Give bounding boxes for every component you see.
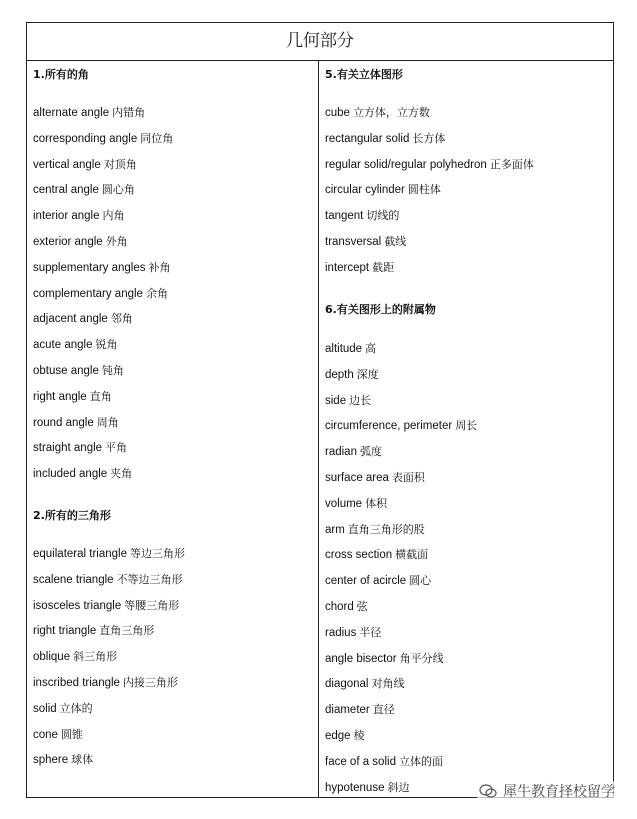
term-row	[325, 781, 409, 795]
term-english: right angle	[33, 390, 87, 403]
term-english: circumference, perimeter	[325, 420, 453, 433]
term-english: complementary angle	[33, 287, 143, 300]
vocabulary-table	[26, 22, 614, 798]
term-row	[325, 471, 425, 485]
term-chinese: 角平分线	[399, 651, 444, 665]
term-english: cone	[33, 728, 58, 741]
term-chinese: 锐角	[95, 338, 118, 352]
term-chinese: 斜边	[387, 780, 410, 794]
term-english: radius	[325, 626, 357, 639]
term-english: regular solid/regular polyhedron	[325, 158, 487, 171]
term-chinese: 对顶角	[103, 157, 137, 171]
term-chinese: 球体	[71, 753, 94, 767]
term-row	[325, 626, 381, 640]
term-row	[33, 624, 154, 638]
term-english: altitude	[325, 343, 363, 355]
term-row	[325, 419, 477, 433]
term-row	[33, 573, 183, 587]
term-chinese: 直角三角形的股	[347, 522, 425, 536]
term-chinese: 体积	[365, 496, 388, 510]
term-row	[33, 235, 128, 249]
term-english: radian	[325, 446, 357, 459]
term-row	[33, 547, 185, 561]
term-chinese: 立体的	[59, 701, 93, 715]
term-chinese: 余角	[145, 286, 168, 300]
term-row	[325, 106, 430, 120]
term-chinese: 斜三角形	[73, 650, 118, 664]
term-english: right triangle	[33, 625, 97, 638]
term-english: center of acircle	[325, 575, 407, 588]
term-row	[325, 652, 444, 666]
term-chinese: 棱	[353, 729, 365, 742]
term-row	[33, 702, 93, 716]
term-english: circular cylinder	[325, 184, 405, 197]
term-chinese: 圆锥	[60, 727, 83, 741]
term-chinese: 半径	[359, 625, 382, 639]
page-title: 几何部分	[27, 23, 613, 61]
term-english: cube	[325, 107, 350, 119]
term-english: edge	[325, 730, 351, 742]
term-row	[33, 753, 93, 767]
term-row	[325, 548, 428, 562]
term-row	[33, 728, 83, 742]
term-chinese: 钝角	[101, 364, 124, 377]
term-chinese: 长方体	[412, 131, 446, 145]
term-row	[325, 132, 445, 146]
section-heading: 2.所有的三角形	[33, 509, 111, 522]
term-english: volume	[325, 497, 363, 510]
term-chinese: 直角	[89, 389, 112, 403]
watermark	[477, 781, 617, 801]
term-chinese: 边长	[349, 393, 372, 407]
term-english: oblique	[33, 651, 71, 664]
term-row	[325, 235, 406, 249]
term-chinese: 圆柱体	[407, 183, 441, 197]
term-english: round angle	[33, 416, 94, 429]
term-row	[33, 209, 124, 223]
left-column	[27, 61, 319, 797]
term-chinese: 补角	[148, 260, 171, 274]
term-chinese: 直径	[372, 703, 395, 717]
term-english: intercept	[325, 261, 370, 274]
term-row	[33, 261, 171, 275]
term-row	[325, 158, 534, 172]
term-chinese: 圆心角	[101, 183, 135, 197]
term-row	[33, 467, 132, 481]
term-english: supplementary angles	[33, 261, 146, 274]
section-heading: 5.有关立体图形	[325, 68, 403, 81]
term-english: exterior angle	[33, 236, 103, 248]
term-chinese: 邻角	[110, 312, 133, 326]
term-chinese: 外角	[105, 235, 128, 248]
term-english: side	[325, 394, 347, 407]
term-chinese: 不等边三角形	[116, 572, 183, 586]
term-row	[325, 497, 387, 511]
term-row	[325, 209, 399, 223]
wechat-icon	[479, 784, 497, 798]
term-chinese: 对角线	[371, 677, 405, 691]
term-english: depth	[325, 368, 354, 381]
term-chinese: 周长	[455, 419, 478, 433]
term-chinese: 等边三角形	[129, 547, 185, 560]
term-english: face of a solid	[325, 755, 396, 768]
term-chinese: 同位角	[140, 131, 174, 145]
term-row	[325, 342, 376, 356]
term-chinese: 平角	[105, 441, 128, 455]
term-chinese: 立体的面	[398, 754, 443, 768]
term-english: adjacent angle	[33, 313, 108, 326]
term-row	[325, 183, 441, 197]
term-chinese: 表面积	[391, 471, 425, 484]
term-row	[33, 441, 127, 455]
term-chinese: 内接三角形	[122, 676, 178, 689]
term-english: acute angle	[33, 339, 93, 352]
section-heading: 6.有关图形上的附属物	[325, 303, 436, 316]
term-english: chord	[325, 601, 354, 613]
term-english: straight angle	[33, 442, 103, 455]
term-chinese: 圆心	[409, 574, 432, 588]
term-chinese: 高	[365, 342, 377, 355]
term-english: equilateral triangle	[33, 548, 127, 560]
term-row	[33, 312, 133, 326]
term-row	[33, 183, 135, 197]
term-english: transversal	[325, 236, 382, 248]
term-chinese: 截线	[384, 235, 407, 248]
term-chinese: 内角	[102, 209, 125, 223]
term-english: sphere	[33, 754, 69, 767]
term-row	[325, 600, 368, 614]
term-english: arm	[325, 523, 345, 536]
term-english: obtuse angle	[33, 365, 99, 377]
term-english: alternate angle	[33, 107, 110, 119]
term-row	[33, 599, 179, 613]
term-row	[33, 158, 137, 172]
term-english: diameter	[325, 704, 370, 717]
term-english: scalene triangle	[33, 573, 114, 586]
term-chinese: 内错角	[112, 106, 146, 119]
term-chinese: 直角三角形	[99, 624, 155, 638]
term-english: angle bisector	[325, 652, 397, 665]
term-row	[325, 703, 395, 717]
term-english: hypotenuse	[325, 781, 385, 794]
term-row	[33, 364, 124, 378]
term-row	[325, 523, 425, 537]
term-english: corresponding angle	[33, 132, 138, 145]
term-row	[33, 132, 173, 146]
term-english: cross section	[325, 549, 393, 562]
columns	[27, 61, 613, 797]
term-chinese: 立方体，立方数	[352, 106, 430, 119]
term-chinese: 深度	[356, 367, 379, 381]
term-english: isosceles triangle	[33, 599, 122, 612]
section-heading: 1.所有的角	[33, 68, 89, 81]
term-chinese: 截距	[372, 260, 395, 274]
term-row	[33, 650, 117, 664]
term-row	[33, 287, 168, 301]
term-chinese: 正多面体	[489, 157, 534, 171]
term-row	[325, 261, 394, 275]
term-english: diagonal	[325, 678, 369, 691]
term-chinese: 弧度	[359, 445, 382, 459]
term-row	[33, 676, 178, 690]
term-english: vertical angle	[33, 158, 101, 171]
term-row	[325, 755, 443, 769]
term-english: included angle	[33, 468, 108, 481]
term-row	[325, 394, 371, 408]
term-english: interior angle	[33, 210, 100, 223]
term-english: tangent	[325, 210, 364, 223]
term-row	[325, 729, 365, 743]
term-english: central angle	[33, 184, 99, 197]
term-row	[33, 416, 119, 430]
term-english: rectangular solid	[325, 132, 410, 145]
term-row	[325, 368, 379, 382]
term-row	[33, 390, 112, 404]
term-row	[325, 445, 382, 459]
term-row	[33, 338, 117, 352]
term-row	[325, 574, 431, 588]
term-chinese: 横截面	[395, 548, 429, 562]
term-chinese: 夹角	[110, 467, 133, 481]
term-english: inscribed triangle	[33, 677, 120, 689]
right-column	[319, 61, 613, 797]
term-row	[325, 677, 404, 691]
term-english: solid	[33, 702, 57, 715]
term-chinese: 等腰三角形	[124, 598, 180, 612]
term-chinese: 弦	[356, 600, 368, 613]
term-english: surface area	[325, 472, 389, 484]
term-chinese: 周角	[96, 415, 119, 429]
term-chinese: 切线的	[366, 209, 400, 223]
watermark-text: 犀牛教育择校留学	[503, 784, 615, 800]
term-row	[33, 106, 145, 120]
